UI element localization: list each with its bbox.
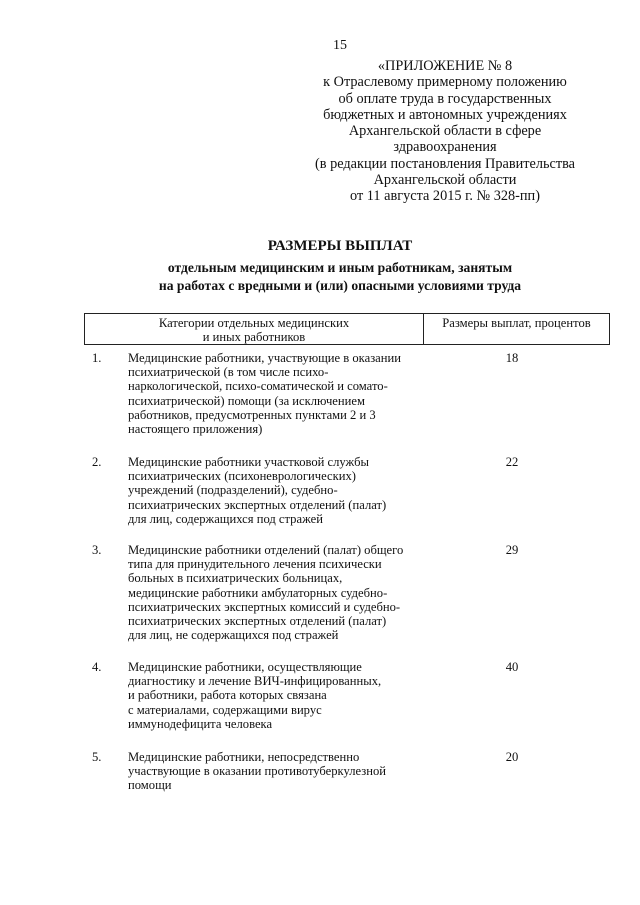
appendix-header-line: Архангельской области [373, 172, 517, 189]
row-value: 18 [505, 351, 519, 365]
row-description-line: Медицинские работники, непосредственно [128, 750, 360, 764]
row-description-line: участвующие в оказании противотуберкулезной [128, 764, 387, 779]
row-description [128, 455, 428, 526]
row-description-line: работников, предусмотренных пунктами 2 и 3 [128, 407, 376, 422]
row-description-line: психиатрической (в том числе психо- [128, 365, 329, 380]
appendix-header-line: здравоохранения [393, 139, 497, 156]
row-description-line: для лиц, содержащихся под стражей [128, 511, 323, 526]
subtitle-line: на работах с вредными и (или) опасными условиями труда [158, 278, 522, 293]
appendix-header-line: «ПРИЛОЖЕНИЕ № 8 [377, 58, 513, 74]
row-number: 3. [92, 543, 102, 557]
subtitle-line: отдельным медицинским и иным работникам, занятым [167, 260, 513, 275]
row-description-line: психиатрической) помощи (за исключением [128, 393, 365, 408]
row-number: 5. [92, 750, 102, 764]
row-number: 4. [92, 660, 102, 674]
header-category-line: и иных работников [202, 330, 306, 344]
row-description-line: диагностику и лечение ВИЧ-инфицированных, [128, 674, 382, 689]
row-description-line: Медицинские работники отделений (палат) общего [128, 543, 404, 557]
row-number: 1. [92, 351, 102, 365]
header-value: Размеры выплат, процентов [442, 316, 591, 330]
row-description-line: медицинские работники амбулаторных судебно- [128, 585, 388, 600]
row-description-line: Медицинские работники, осуществляющие [128, 660, 362, 674]
row-description [128, 660, 428, 731]
row-description-line: больных в психиатрических больницах, [128, 571, 343, 586]
appendix-header-line: к Отраслевому примерному положению [323, 74, 567, 91]
row-description-line: помощи [128, 778, 172, 793]
appendix-header-line: Архангельской области в сфере [348, 123, 542, 140]
header-category [85, 314, 424, 344]
document-subtitle [0, 259, 640, 295]
appendix-header-line: бюджетных и автономных учреждениях [323, 106, 567, 123]
row-description-line: настоящего приложения) [128, 422, 263, 437]
row-description-line: психиатрических (психоневрологических) [128, 469, 356, 484]
row-description [128, 750, 428, 793]
row-description-line: для лиц, не содержащихся под стражей [128, 628, 339, 643]
row-description-line: психиатрических экспертных отделений (палат) [128, 614, 387, 629]
appendix-header [280, 58, 610, 205]
appendix-header-line: от 11 августа 2015 г. № 328-пп) [350, 188, 540, 205]
row-description-line: Медицинские работники участковой службы [128, 455, 369, 469]
row-description [128, 351, 428, 436]
row-number: 2. [92, 455, 102, 469]
row-description-line: типа для принудительного лечения психически [128, 557, 382, 572]
document-title: РАЗМЕРЫ ВЫПЛАТ [267, 238, 413, 254]
row-value: 29 [505, 543, 519, 557]
page-number: 15 [333, 38, 347, 53]
row-description-line: наркологической, психо-соматической и сомато- [128, 379, 388, 394]
row-value: 22 [505, 455, 519, 469]
appendix-header-line: об оплате труда в государственных [338, 90, 552, 107]
row-description-line: психиатрических экспертных отделений (палат) [128, 497, 387, 512]
row-description-line: иммунодефицита человека [128, 716, 273, 731]
appendix-header-line: (в редакции постановления Правительства [314, 155, 576, 172]
row-description-line: и работники, работа которых связана [128, 688, 327, 703]
row-value: 40 [505, 660, 519, 674]
row-value: 20 [505, 750, 519, 764]
row-description-line: психиатрических экспертных комиссий и судебно- [128, 599, 401, 614]
header-category-line: Категории отдельных медицинских [158, 316, 350, 330]
row-description [128, 543, 428, 642]
row-description-line: учреждений (подразделений), судебно- [128, 483, 338, 498]
table-header [84, 313, 610, 345]
row-description-line: Медицинские работники, участвующие в оказании [128, 351, 401, 365]
row-description-line: с материалами, содержащими вирус [128, 702, 322, 717]
